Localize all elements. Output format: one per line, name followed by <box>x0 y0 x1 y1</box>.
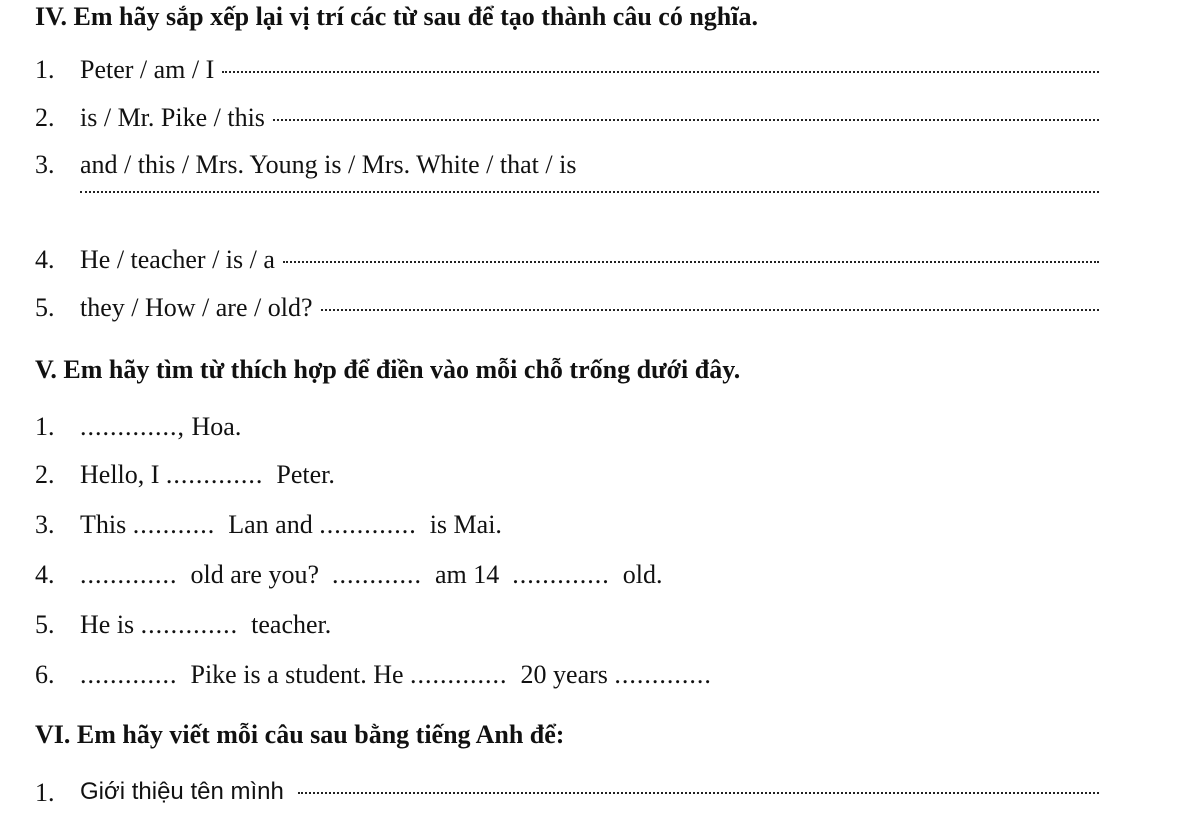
item-number: 2. <box>35 460 55 489</box>
answer-blank[interactable]: ............., <box>80 412 185 441</box>
sentence-text: Peter. <box>263 460 335 489</box>
answer-blank[interactable]: ............. <box>512 560 610 589</box>
exercise-vi-1 <box>0 778 1179 818</box>
sentence-text: He is <box>80 610 141 639</box>
answer-blank[interactable] <box>222 71 1099 73</box>
word-prompt: He / teacher / is / a <box>80 245 275 274</box>
section-iv-title: IV. Em hãy sắp xếp lại vị trí các từ sau để tạo thành câu có nghĩa. <box>35 2 758 31</box>
exercise-v-6 <box>0 660 1179 700</box>
answer-blank[interactable] <box>298 792 1099 794</box>
section-vi-title: VI. Em hãy viết mỗi câu sau bằng tiếng Anh để: <box>35 720 565 749</box>
exercise-iv-3 <box>0 150 1179 190</box>
answer-blank[interactable] <box>273 119 1099 121</box>
item-number: 2. <box>35 103 55 132</box>
item-number: 5. <box>35 293 55 322</box>
sentence-text: 20 years <box>507 660 615 689</box>
sentence-text: This <box>80 510 133 539</box>
sentence-text: teacher. <box>238 610 332 639</box>
sentence-text: Pike is a student. He <box>177 660 411 689</box>
exercise-iv-3-answer-line <box>0 196 1179 236</box>
answer-blank[interactable]: ........... <box>132 510 216 539</box>
answer-blank[interactable]: ............. <box>165 460 264 489</box>
answer-blank[interactable] <box>80 191 1099 193</box>
answer-blank[interactable]: ............. <box>614 660 712 689</box>
sentence-text: Hello, I <box>80 460 166 489</box>
sentence-text: Hoa. <box>185 412 242 441</box>
answer-blank[interactable]: ............. <box>80 560 178 589</box>
sentence-text: old. <box>609 560 663 589</box>
exercise-v-1 <box>0 412 1179 452</box>
exercise-v-4 <box>0 560 1179 600</box>
sentence-text: Lan and <box>215 510 320 539</box>
exercise-v-2 <box>0 460 1179 500</box>
sentence-text: am 14 <box>422 560 513 589</box>
sentence-text: Giới thiệu tên mình <box>80 778 284 805</box>
word-prompt: is / Mr. Pike / this <box>80 103 265 132</box>
item-number: 4. <box>35 245 55 274</box>
item-number: 1. <box>35 412 55 441</box>
sentence-text: old are you? <box>177 560 333 589</box>
word-prompt: Peter / am / I <box>80 55 215 84</box>
answer-blank[interactable]: ............. <box>410 660 508 689</box>
exercise-iv-5 <box>0 293 1179 333</box>
answer-blank[interactable]: ............. <box>80 660 178 689</box>
exercise-v-5 <box>0 610 1179 650</box>
exercise-iv-2 <box>0 103 1179 143</box>
answer-blank[interactable] <box>321 309 1100 311</box>
item-number: 3. <box>35 510 55 539</box>
answer-blank[interactable]: ............. <box>140 610 239 639</box>
word-prompt: they / How / are / old? <box>80 293 313 322</box>
exercise-v-3 <box>0 510 1179 550</box>
word-prompt: and / this / Mrs. Young is / Mrs. White / that / is <box>80 150 577 179</box>
sentence-text: is Mai. <box>416 510 502 539</box>
item-number: 1. <box>35 55 55 84</box>
item-number: 5. <box>35 610 55 639</box>
item-number: 4. <box>35 560 55 589</box>
answer-blank[interactable] <box>283 261 1099 263</box>
answer-blank[interactable]: ............ <box>332 560 423 589</box>
item-number: 3. <box>35 150 55 179</box>
answer-blank[interactable]: ............. <box>319 510 417 539</box>
exercise-iv-1 <box>0 55 1179 95</box>
item-number: 6. <box>35 660 55 689</box>
item-number: 1. <box>35 778 55 807</box>
exercise-iv-4 <box>0 245 1179 285</box>
section-v-title: V. Em hãy tìm từ thích hợp để điền vào mỗi chỗ trống dưới đây. <box>35 355 741 384</box>
